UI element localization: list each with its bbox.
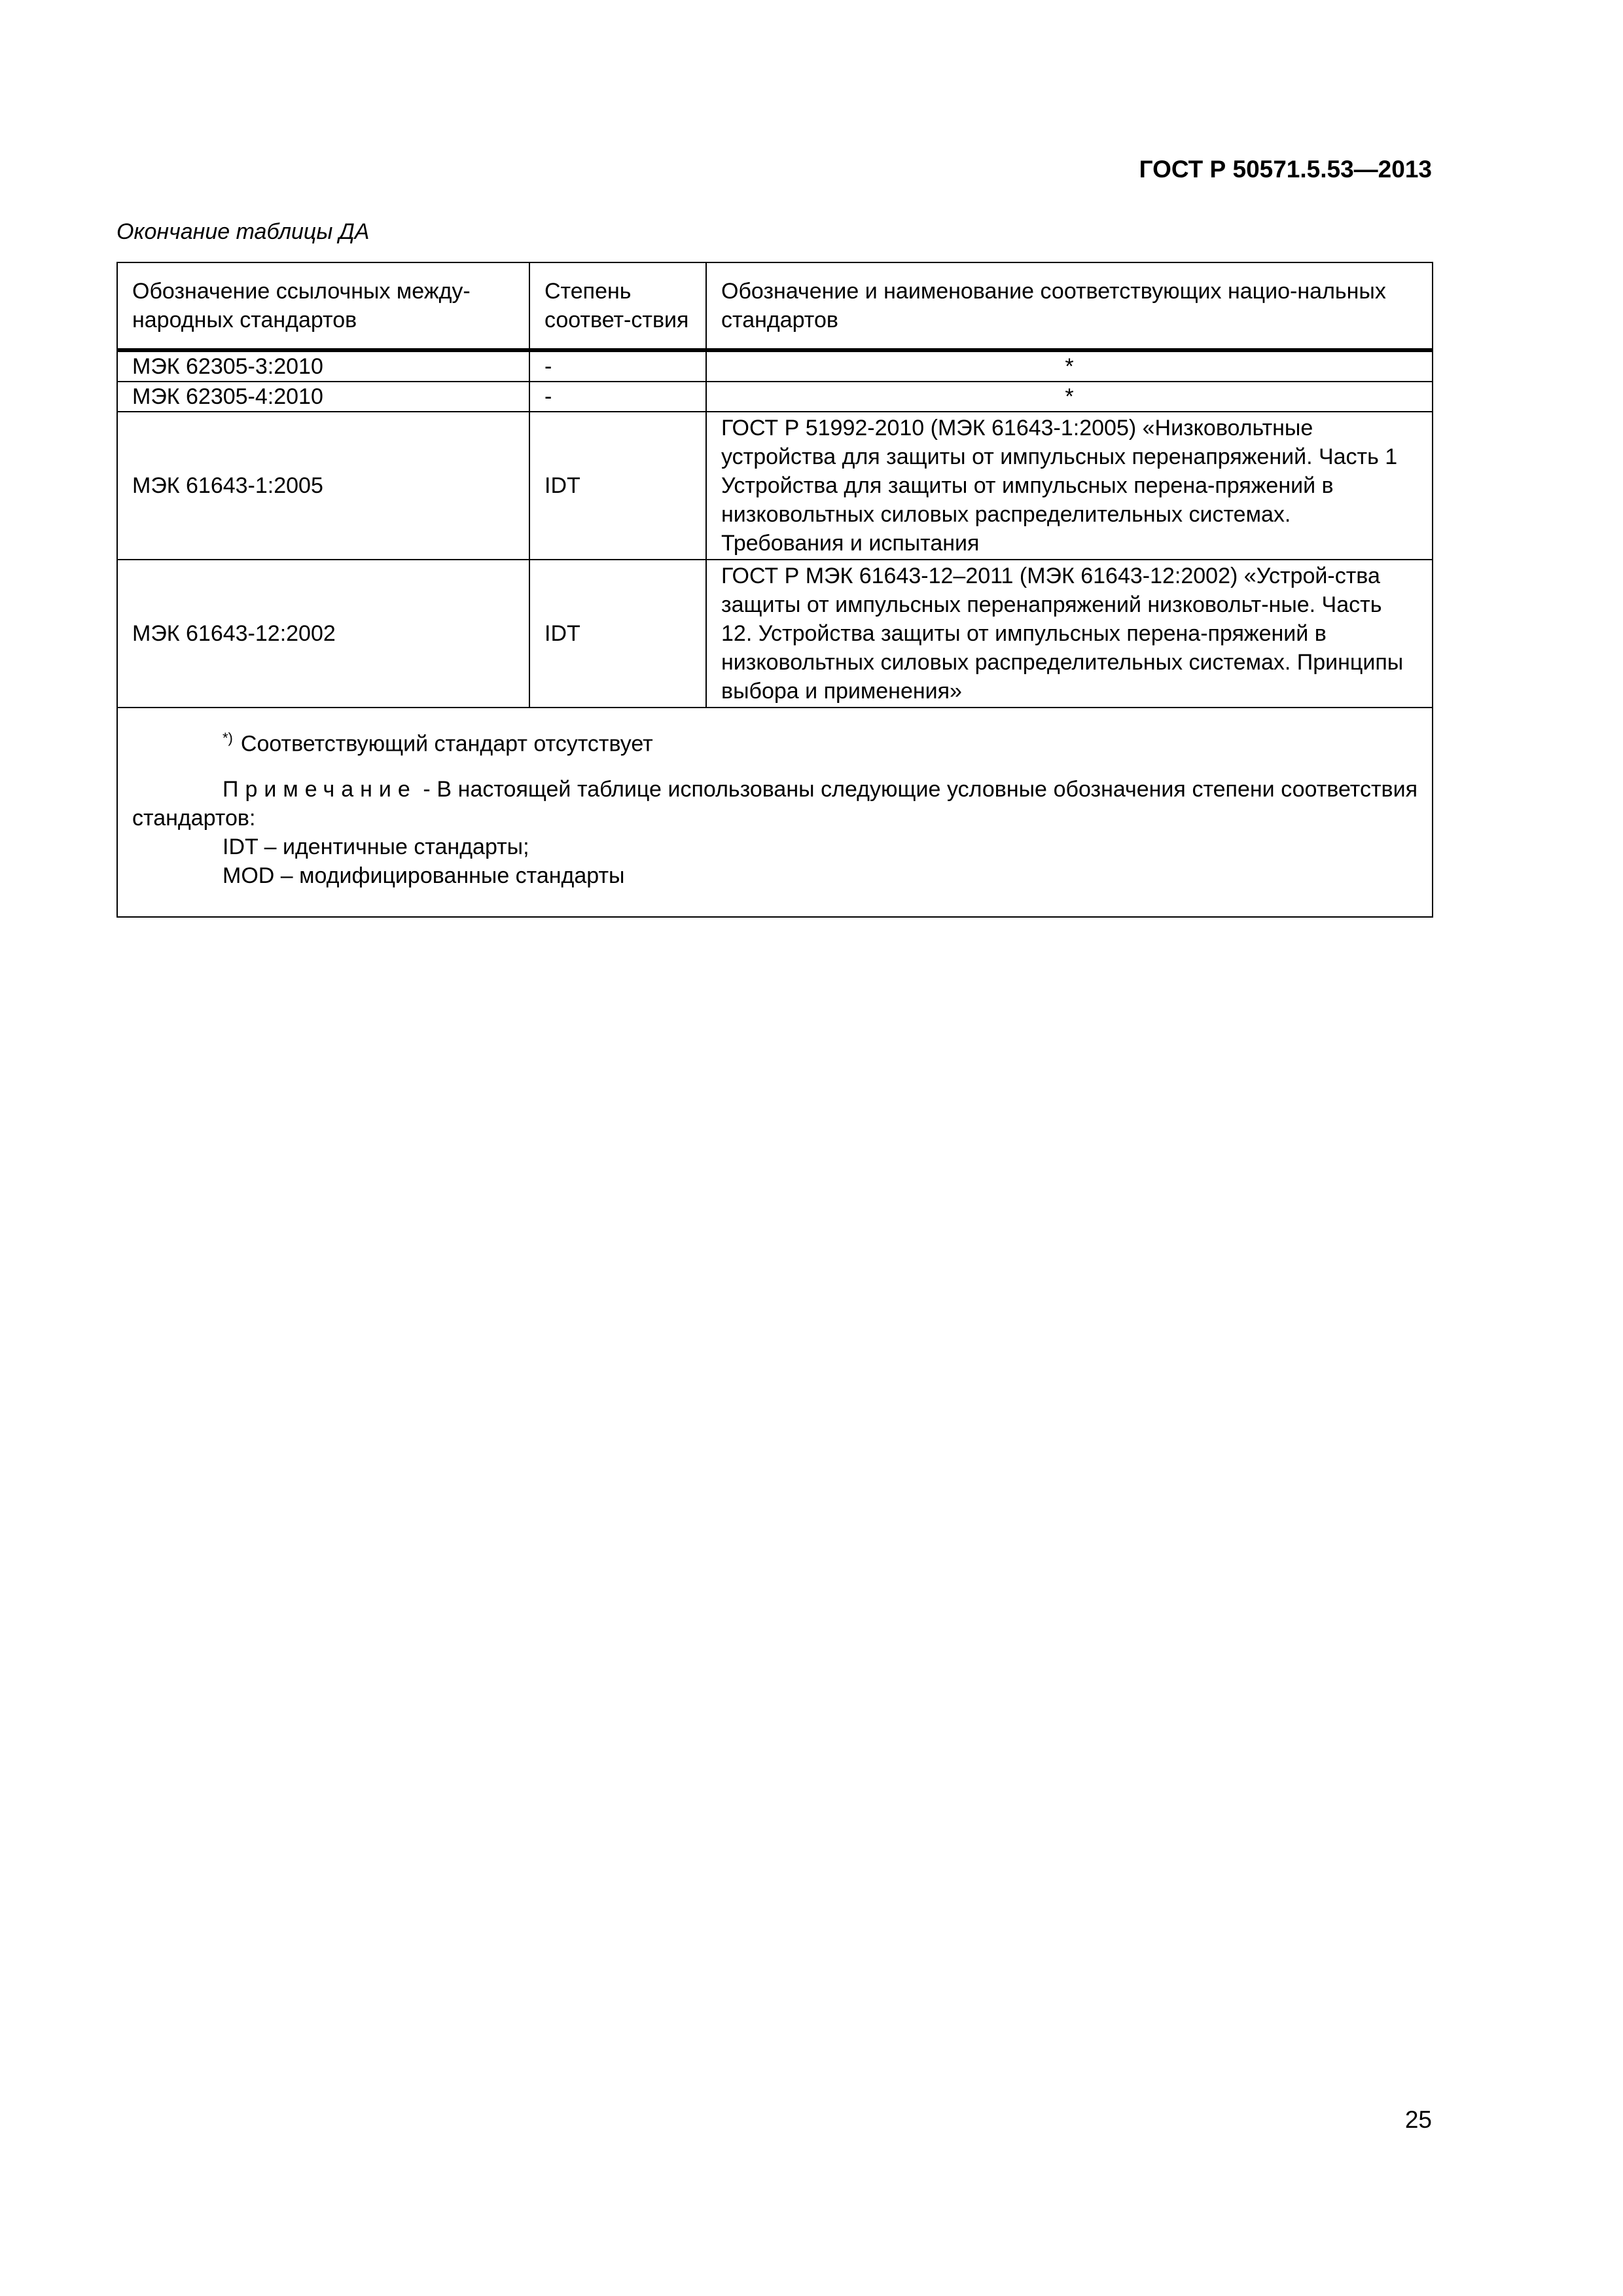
table-notes-cell xyxy=(117,708,1433,917)
note-label: Примечание xyxy=(223,777,417,802)
degree-cell: - xyxy=(529,382,706,412)
ref-cell: МЭК 61643-12:2002 xyxy=(117,560,529,708)
national-cell: * xyxy=(706,350,1433,382)
footnote-mark: *) xyxy=(223,730,233,746)
note-paragraph xyxy=(132,775,1418,833)
page-number: 25 xyxy=(1404,2106,1432,2133)
national-cell: ГОСТ Р МЭК 61643-12–2011 (МЭК 61643-12:2002) «Устрой-ства защиты от импульсных перенапряжений низковольт-ные. Часть 12. Устройства защиты от импульсных перена-пряжений в низковольтных силовых распределительных системах. Принципы выбора и применения» xyxy=(706,560,1433,708)
ref-cell: МЭК 61643-1:2005 xyxy=(117,412,529,560)
degree-cell: - xyxy=(529,350,706,382)
document-code: ГОСТ Р 50571.5.53—2013 xyxy=(1139,156,1432,183)
footnote xyxy=(132,724,1418,758)
table-caption: Окончание таблицы ДА xyxy=(116,219,370,244)
column-header-degree: Степень соответ-ствия xyxy=(529,262,706,350)
table-row xyxy=(117,382,1433,412)
national-cell: ГОСТ Р 51992-2010 (МЭК 61643-1:2005) «Низковольтные устройства для защиты от импульсных перенапряжений. Часть 1 Устройства для защиты от импульсных перена-пряжений в низковольтных силовых распределительных системах. Требования и испытания xyxy=(706,412,1433,560)
table-header-row xyxy=(117,262,1433,350)
table-row xyxy=(117,350,1433,382)
column-header-national: Обозначение и наименование соответствующих нацио-нальных стандартов xyxy=(706,262,1433,350)
ref-cell: МЭК 62305-3:2010 xyxy=(117,350,529,382)
ref-cell: МЭК 62305-4:2010 xyxy=(117,382,529,412)
footnote-text: Соответствующий стандарт отсутствует xyxy=(240,731,653,757)
table-footer-row xyxy=(117,708,1433,917)
reference-standards-table xyxy=(116,262,1433,918)
degree-cell: IDT xyxy=(529,560,706,708)
degree-cell: IDT xyxy=(529,412,706,560)
national-cell: * xyxy=(706,382,1433,412)
note-item-idt: IDT – идентичные стандарты; xyxy=(223,834,529,860)
note-text: - В настоящей таблице использованы следующие условные обозначения степени соответствия стандартов: xyxy=(132,777,1418,831)
note-item-mod: MOD – модифицированные стандарты xyxy=(223,863,625,889)
column-header-ref: Обозначение ссылочных между-народных стандартов xyxy=(117,262,529,350)
table-row xyxy=(117,412,1433,560)
table-row xyxy=(117,560,1433,708)
